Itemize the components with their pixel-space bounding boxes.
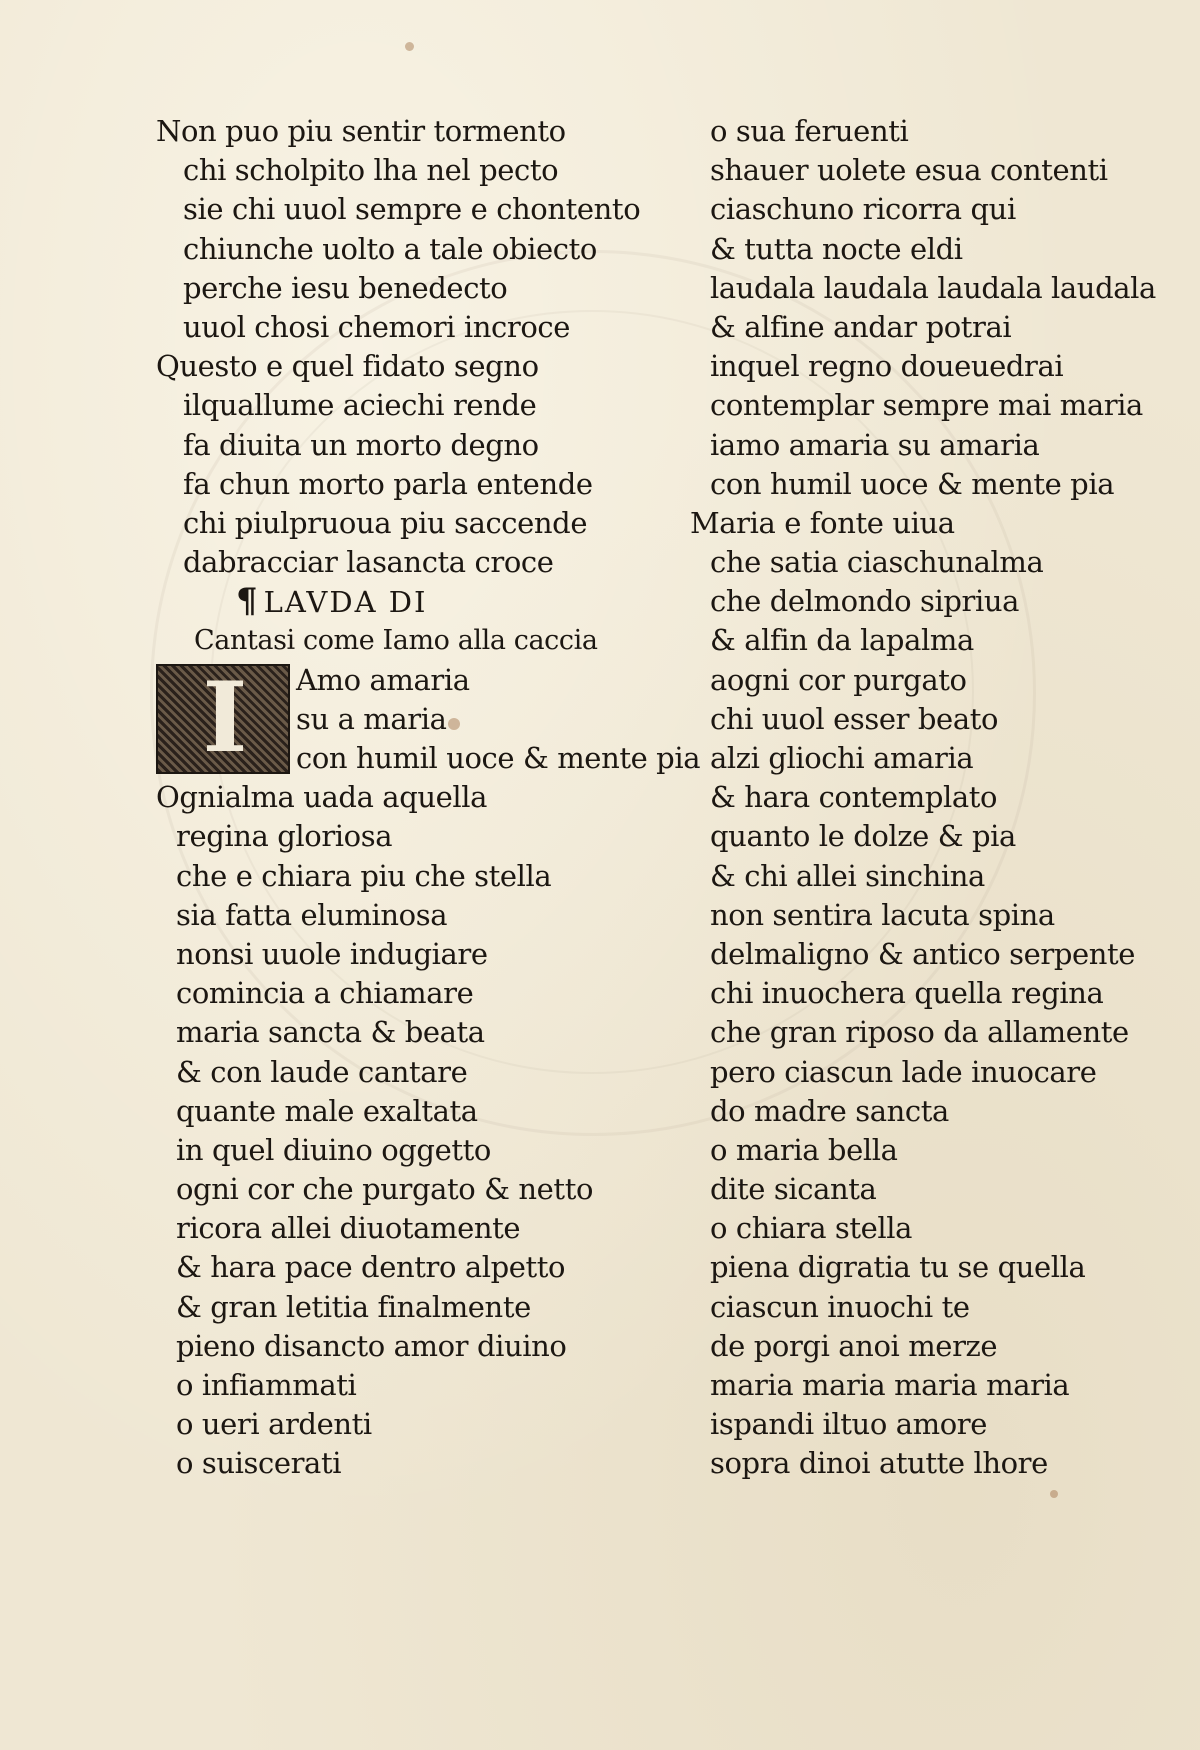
verse-line: & chi allei sinchina bbox=[710, 858, 985, 893]
verse-line: o chiara stella bbox=[710, 1211, 913, 1246]
verse-line: contemplar sempre mai maria bbox=[710, 388, 1143, 423]
section-subheading: Cantasi come Iamo alla caccia bbox=[194, 625, 598, 657]
verse-line: do madre sancta bbox=[710, 1093, 949, 1128]
verse-line: sopra dinoi atutte lhore bbox=[710, 1446, 1048, 1481]
verse-line: che e chiara piu che stella bbox=[176, 858, 552, 893]
verse-line: nonsi uuole indugiare bbox=[176, 936, 488, 971]
verse-line: con humil uoce & mente pia bbox=[296, 741, 701, 775]
verse-line: sia fatta eluminosa bbox=[176, 897, 448, 932]
verse-line: chi piulpruoua piu saccende bbox=[183, 505, 588, 540]
verse-line: o ueri ardenti bbox=[176, 1407, 372, 1442]
initial-lines bbox=[296, 661, 700, 779]
initial-letter: I bbox=[202, 660, 248, 774]
decorated-initial-block bbox=[156, 660, 701, 779]
verse-line: ricora allei diuotamente bbox=[176, 1211, 521, 1246]
verse-line: comincia a chiamare bbox=[176, 976, 474, 1011]
verse-line: perche iesu benedecto bbox=[183, 270, 508, 305]
verse-line: quanto le dolze & pia bbox=[710, 819, 1016, 854]
pilcrow-icon: ¶ bbox=[236, 581, 260, 622]
verse-line: ciaschuno ricorra qui bbox=[710, 192, 1016, 227]
right-text-column bbox=[690, 112, 1160, 1484]
stanza-block bbox=[156, 112, 696, 582]
verse-line: maria sancta & beata bbox=[176, 1015, 485, 1050]
verse-line: dite sicanta bbox=[710, 1172, 877, 1207]
verse-line: su a maria bbox=[296, 701, 447, 736]
stanza-block bbox=[690, 504, 1160, 1484]
verse-line: piena digratia tu se quella bbox=[710, 1250, 1086, 1285]
verse-line: dabracciar lasancta croce bbox=[183, 545, 554, 580]
verse-line: & con laude cantare bbox=[176, 1054, 468, 1089]
verse-line: Questo e quel fidato segno bbox=[156, 349, 539, 384]
verse-line: con humil uoce & mente pia bbox=[710, 466, 1115, 501]
verse-line: ilquallume aciechi rende bbox=[183, 388, 537, 423]
verse-line: Ognialma uada aquella bbox=[156, 780, 488, 815]
verse-line: o infiammati bbox=[176, 1368, 357, 1403]
stanza-block bbox=[156, 778, 696, 1483]
verse-line: che gran riposo da allamente bbox=[710, 1015, 1129, 1050]
verse-line: regina gloriosa bbox=[176, 819, 393, 854]
verse-line: sie chi uuol sempre e chontento bbox=[183, 192, 641, 227]
verse-line: uuol chosi chemori incroce bbox=[183, 309, 570, 344]
verse-line: & alfine andar potrai bbox=[710, 309, 1012, 344]
verse-line: che delmondo sipriua bbox=[710, 584, 1020, 619]
verse-line: & hara pace dentro alpetto bbox=[176, 1250, 566, 1285]
verse-line: ciascun inuochi te bbox=[710, 1289, 970, 1324]
verse-line: che satia ciaschunalma bbox=[710, 545, 1044, 580]
verse-line: in quel diuino oggetto bbox=[176, 1132, 491, 1167]
verse-line: chi uuol esser beato bbox=[710, 701, 999, 736]
verse-line: laudala laudala laudala laudala bbox=[710, 270, 1156, 305]
verse-line: chi scholpito lha nel pecto bbox=[183, 153, 559, 188]
verse-line: alzi gliochi amaria bbox=[710, 741, 974, 775]
verse-line: Non puo piu sentir tormento bbox=[156, 114, 566, 148]
verse-line: shauer uolete esua contenti bbox=[710, 153, 1108, 188]
verse-line: ispandi iltuo amore bbox=[710, 1407, 987, 1442]
verse-line: o maria bella bbox=[710, 1132, 898, 1167]
verse-line: fa diuita un morto degno bbox=[183, 427, 539, 462]
left-text-column bbox=[156, 112, 701, 1484]
verse-line: pero ciascun lade inuocare bbox=[710, 1054, 1097, 1089]
heading-text: LAVDA DI bbox=[263, 585, 428, 620]
verse-line: delmaligno & antico serpente bbox=[710, 936, 1136, 971]
verse-line: chiunche uolto a tale obiecto bbox=[183, 231, 597, 266]
verse-line: iamo amaria su amaria bbox=[710, 427, 1040, 462]
verse-line: fa chun morto parla entende bbox=[183, 466, 593, 501]
verse-line: & tutta nocte eldi bbox=[710, 231, 963, 266]
foxing-spot bbox=[1050, 1490, 1058, 1498]
verse-line: & gran letitia finalmente bbox=[176, 1289, 531, 1324]
verse-line: inquel regno doueuedrai bbox=[710, 349, 1064, 384]
verse-line: & alfin da lapalma bbox=[710, 623, 974, 658]
verse-line: aogni cor purgato bbox=[710, 662, 967, 697]
verse-line: ogni cor che purgato & netto bbox=[176, 1172, 594, 1207]
verse-line: & hara contemplato bbox=[710, 780, 998, 815]
verse-line: non sentira lacuta spina bbox=[710, 897, 1055, 932]
verse-line: Maria e fonte uiua bbox=[690, 505, 955, 540]
stanza-block bbox=[690, 112, 1160, 504]
verse-line: o sua feruenti bbox=[710, 114, 909, 148]
foxing-spot bbox=[405, 42, 414, 51]
verse-line: maria maria maria maria bbox=[710, 1368, 1070, 1402]
verse-line: pieno disancto amor diuino bbox=[176, 1328, 567, 1363]
section-heading bbox=[156, 582, 696, 621]
verse-line: chi inuochera quella regina bbox=[710, 976, 1104, 1011]
verse-line: Amo amaria bbox=[296, 662, 470, 697]
verse-line: de porgi anoi merze bbox=[710, 1328, 998, 1363]
verse-line: quante male exaltata bbox=[176, 1093, 478, 1128]
verse-line: o suiscerati bbox=[176, 1446, 342, 1481]
woodcut-initial bbox=[156, 660, 290, 774]
